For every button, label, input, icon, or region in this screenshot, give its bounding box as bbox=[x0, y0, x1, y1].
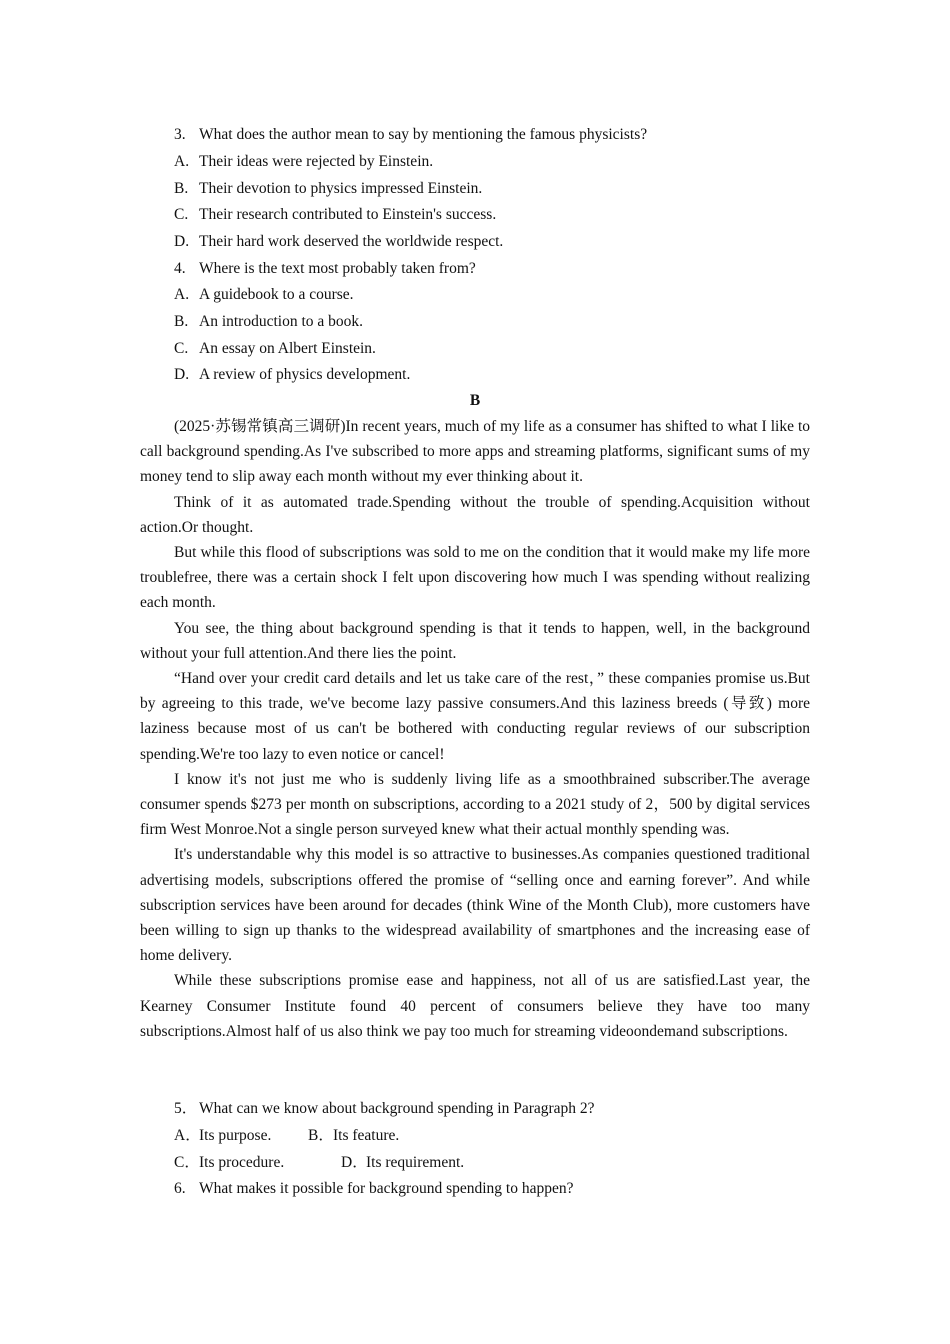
question-4-option-a bbox=[174, 284, 354, 306]
option-d bbox=[341, 1152, 464, 1174]
option-text: Its feature. bbox=[333, 1127, 400, 1144]
option-text: An introduction to a book. bbox=[199, 313, 364, 330]
option-text: Its requirement. bbox=[366, 1154, 465, 1171]
question-text: Where is the text most probably taken from? bbox=[199, 260, 476, 277]
passage-paragraph: While these subscriptions promise ease and happiness, not all of us are satisfied.Last year, the Kearney Consumer Institute found 40 percent of consumers believe they have too many subscriptions.Almost half of us also think we pay too much for streaming videoondemand subscriptions. bbox=[140, 972, 810, 1040]
section-heading: B bbox=[469, 392, 481, 409]
question-4-stem bbox=[174, 258, 476, 280]
question-3-stem bbox=[174, 124, 647, 146]
option-letter: A． bbox=[174, 1127, 201, 1144]
question-number: 3. bbox=[174, 126, 186, 143]
option-letter: B． bbox=[308, 1127, 334, 1144]
question-text: What makes it possible for background spending to happen? bbox=[199, 1180, 574, 1197]
question-5-options-row-1 bbox=[174, 1125, 400, 1147]
question-text: What does the author mean to say by mentioning the famous physicists? bbox=[199, 126, 648, 143]
option-text: An essay on Albert Einstein. bbox=[199, 340, 376, 357]
question-4-option-d bbox=[174, 364, 410, 386]
question-3-option-c bbox=[174, 204, 496, 226]
question-3-option-a bbox=[174, 151, 433, 173]
option-text: Their research contributed to Einstein's success. bbox=[199, 206, 497, 223]
question-4-option-b bbox=[174, 311, 363, 333]
question-number: 4. bbox=[174, 260, 186, 277]
option-text: A review of physics development. bbox=[199, 366, 411, 383]
option-text: Their devotion to physics impressed Einstein. bbox=[199, 180, 483, 197]
option-letter: C． bbox=[174, 1154, 200, 1171]
option-b bbox=[308, 1125, 399, 1147]
question-3-option-b bbox=[174, 178, 482, 200]
option-letter: B. bbox=[174, 313, 189, 330]
passage-paragraph: “Hand over your credit card details and let us take care of the rest，” these companies promise us.But by agreeing to this trade, we've become lazy passive consumers.And this laziness breeds (导致) more laziness because most of us can't be bothered with conducting regular reviews of our subscription spending.We're too lazy to even notice or cancel! bbox=[140, 670, 810, 763]
passage-paragraph: You see, the thing about background spending is that it tends to happen, well, in the background without your full attention.And there lies the point. bbox=[140, 619, 810, 662]
option-letter: D. bbox=[174, 233, 190, 250]
question-3-option-d bbox=[174, 231, 503, 253]
option-letter: D． bbox=[341, 1154, 368, 1171]
option-letter: B. bbox=[174, 180, 189, 197]
question-5-stem bbox=[174, 1098, 595, 1120]
option-letter: C. bbox=[174, 206, 189, 223]
option-letter: A. bbox=[174, 286, 190, 303]
question-6-stem bbox=[174, 1178, 574, 1200]
option-letter: D. bbox=[174, 366, 190, 383]
question-number: 6. bbox=[174, 1180, 186, 1197]
passage-paragraph: Think of it as automated trade.Spending without the trouble of spending.Acquisition without action.Or thought. bbox=[140, 493, 810, 536]
option-text: Its purpose. bbox=[199, 1127, 272, 1144]
question-text: What can we know about background spending in Paragraph 2? bbox=[199, 1100, 595, 1117]
option-text: A guidebook to a course. bbox=[199, 286, 354, 303]
option-text: Their ideas were rejected by Einstein. bbox=[199, 153, 434, 170]
option-text: Their hard work deserved the worldwide respect. bbox=[199, 233, 504, 250]
question-4-option-c bbox=[174, 338, 376, 360]
question-number: 5． bbox=[174, 1100, 198, 1117]
question-5-options-row-2 bbox=[174, 1152, 465, 1174]
passage-paragraph: I know it's not just me who is suddenly living life as a smoothbrained subscriber.The average consumer spends $273 per month on subscriptions, according to a 2021 study of 2，500 by digital services firm West Monroe.Not a single person surveyed knew what their actual monthly spending was. bbox=[140, 770, 810, 839]
passage-paragraph: (2025·苏锡常镇高三调研)In recent years, much of my life as a consumer has shifted to what I like to call background spending.As I've subscribed to more apps and streaming platforms, significant sums of my money tend to slip away each month without my ever thinking about it. bbox=[140, 418, 810, 486]
option-text: Its procedure. bbox=[199, 1154, 285, 1171]
passage-paragraph: But while this flood of subscriptions was sold to me on the condition that it would make my life more troublefree, there was a certain shock I felt upon discovering how much I was spending without realizing each month. bbox=[140, 544, 810, 612]
option-letter: A. bbox=[174, 153, 190, 170]
option-letter: C. bbox=[174, 340, 189, 357]
passage-paragraph: It's understandable why this model is so attractive to businesses.As companies questioned traditional advertising models, subscriptions offered the promise of “selling once and earning forever”. And while subscription services have been around for decades (think Wine of the Month Club), more customers have been willing to sign up thanks to the widespread availability of smartphones and the increasing ease of home delivery. bbox=[140, 846, 810, 965]
reading-passage bbox=[140, 414, 810, 1044]
